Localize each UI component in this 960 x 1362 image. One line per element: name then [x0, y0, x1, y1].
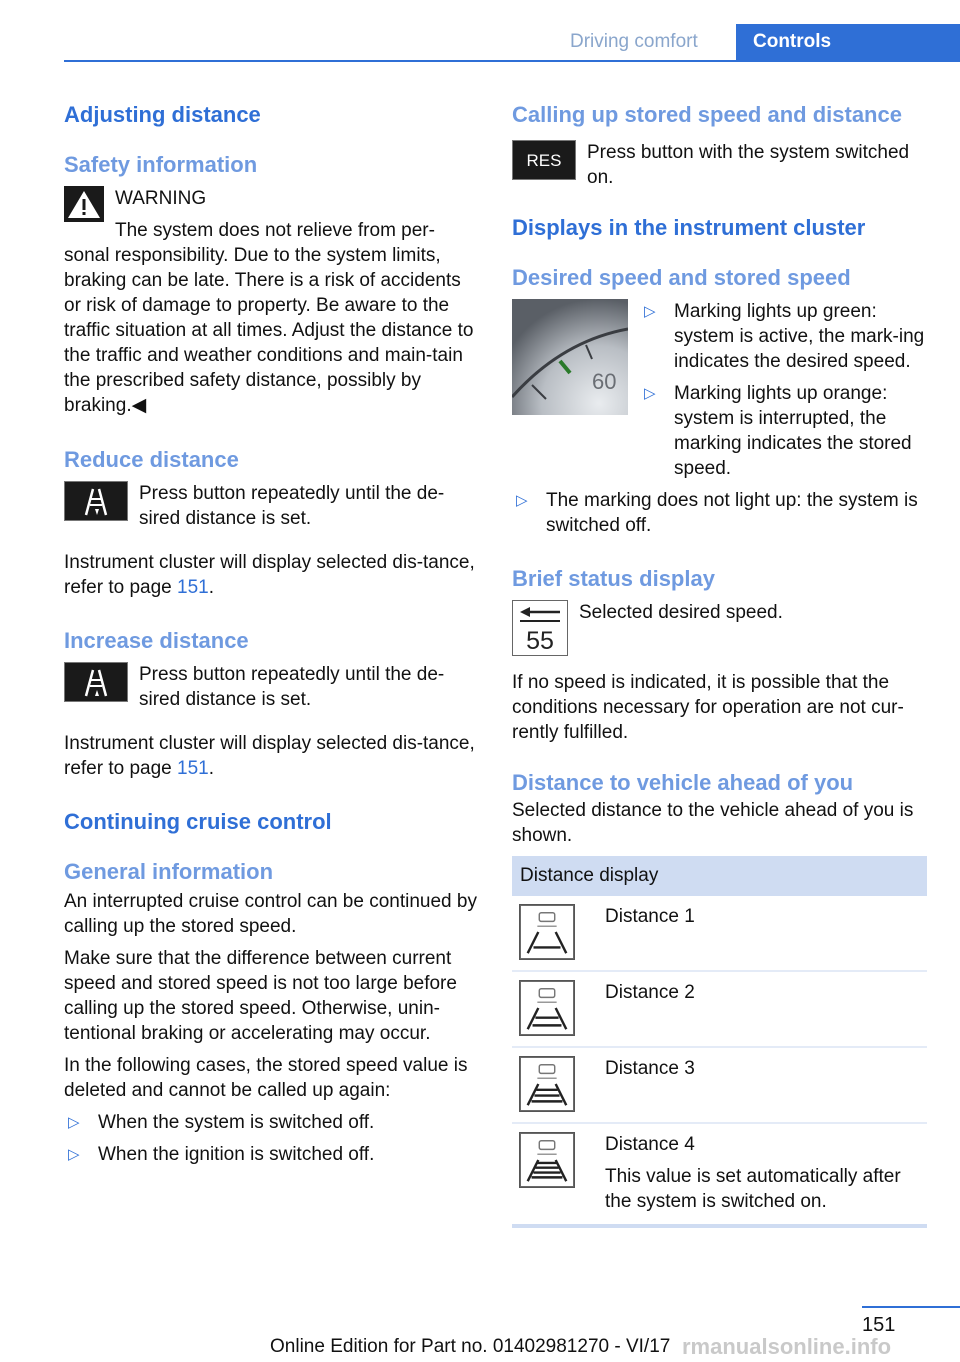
brief-status-note: If no speed is indicated, it is possible that the conditions necessary for operation are not cur-rently fulfilled.	[512, 672, 904, 743]
footer-rule	[862, 1306, 960, 1308]
table-cell-icon	[512, 971, 601, 1047]
heading-increase-distance: Increase distance	[64, 628, 249, 653]
res-label: RES	[526, 151, 562, 170]
increase-note-end: .	[208, 758, 215, 779]
increase-distance-note	[64, 731, 479, 781]
table-cell-text	[601, 896, 927, 971]
distance-reduce-button-icon	[64, 481, 128, 521]
table-cell-icon	[512, 1123, 601, 1226]
increase-note-text: Instrument cluster will display selected dis-tance, refer to page	[64, 733, 475, 779]
list-item-text: When the ignition is switched off.	[98, 1144, 375, 1165]
deletion-cases-list	[64, 1110, 479, 1167]
page-header	[0, 0, 960, 62]
list-item-text: When the system is switched off.	[98, 1112, 375, 1133]
table-row	[512, 971, 927, 1047]
heading-adjusting-distance: Adjusting distance	[64, 102, 261, 127]
table-row	[512, 896, 927, 971]
list-item-text: The marking does not light up: the system is switched off.	[546, 490, 918, 536]
heading-distance-to-vehicle: Distance to vehicle ahead of you	[512, 770, 854, 795]
res-button-text: Press button with the system switched on.	[587, 142, 910, 188]
res-button-row	[512, 140, 928, 190]
distance-note: This value is set automatically after the system is switched on.	[605, 1166, 901, 1212]
triangle-bullet-icon: ▷	[68, 1114, 80, 1131]
table-header-row	[512, 856, 927, 896]
warning-title: WARNING	[115, 188, 207, 209]
distance-label: Distance 1	[605, 906, 695, 927]
heading-continuing-cruise-control: Continuing cruise control	[64, 809, 332, 834]
distance-display-table	[512, 856, 927, 1228]
heading-brief-status-display: Brief status display	[512, 566, 715, 591]
page-link-151[interactable]: 151	[177, 758, 209, 779]
page-link-151[interactable]: 151	[177, 577, 209, 598]
watermark-text: rmanualsonline.info	[682, 1334, 892, 1359]
distance-label: Distance 2	[605, 982, 695, 1003]
triangle-bullet-icon: ▷	[644, 385, 656, 402]
speedometer-row	[512, 299, 928, 481]
speedometer-image-icon	[512, 299, 628, 415]
triangle-bullet-icon: ▷	[68, 1146, 80, 1163]
distance-label: Distance 4	[605, 1134, 695, 1155]
reduce-note-text: Instrument cluster will display selected dis-tance, refer to page	[64, 552, 475, 598]
triangle-bullet-icon: ▷	[516, 492, 528, 509]
header-chapter-controls[interactable]: Controls	[736, 24, 960, 60]
gauge-number: 60	[592, 369, 617, 394]
increase-distance-row	[64, 662, 479, 712]
cruise-speed-55-icon	[512, 600, 568, 656]
page-number: 151	[862, 1314, 896, 1336]
right-column	[512, 100, 928, 1228]
heading-displays-instrument-cluster: Displays in the instrument cluster	[512, 215, 866, 240]
list-item	[64, 1142, 479, 1167]
warning-text-first: The system does not relieve from per-	[115, 220, 435, 241]
distance-4-icon	[519, 1132, 575, 1188]
table-header-cell: Distance display	[512, 856, 927, 896]
marking-off-list	[512, 488, 928, 538]
header-rule	[64, 60, 960, 62]
res-button-icon	[512, 140, 576, 180]
heading-calling-up-stored-speed: Calling up stored speed and distance	[512, 102, 902, 127]
brief-status-row	[512, 600, 928, 656]
left-column	[64, 100, 479, 1167]
table-cell-text	[601, 1047, 927, 1123]
heading-general-information: General information	[64, 859, 274, 884]
page-footer	[0, 1300, 960, 1362]
distance-intro: Selected distance to the vehicle ahead of you is shown.	[512, 800, 914, 846]
list-item	[512, 488, 928, 538]
increase-distance-text: Press button repeatedly until the de-sired distance is set.	[139, 664, 445, 710]
distance-3-icon	[519, 1056, 575, 1112]
reduce-note-end: .	[208, 577, 215, 598]
table-row	[512, 1123, 927, 1226]
distance-2-icon	[519, 980, 575, 1036]
distance-1-icon	[519, 904, 575, 960]
distance-label: Distance 3	[605, 1058, 695, 1079]
brief-speed-number: 55	[526, 627, 554, 655]
table-row	[512, 1047, 927, 1123]
table-cell-icon	[512, 896, 601, 971]
table-cell-text	[601, 971, 927, 1047]
triangle-bullet-icon: ▷	[644, 303, 656, 320]
table-cell-text	[601, 1123, 927, 1226]
online-edition-text: Online Edition for Part no. 01402981270 - VI/17	[270, 1336, 671, 1357]
reduce-distance-row	[64, 481, 479, 531]
warning-triangle-icon	[64, 186, 104, 222]
list-item	[640, 299, 928, 374]
general-paragraph-3: In the following cases, the stored speed value is deleted and cannot be called up again:	[64, 1055, 468, 1101]
distance-increase-button-icon	[64, 662, 128, 702]
header-section-driving-comfort[interactable]: Driving comfort	[570, 31, 698, 52]
list-item	[640, 381, 928, 481]
warning-block	[64, 186, 479, 418]
heading-safety-information: Safety information	[64, 152, 258, 177]
heading-reduce-distance: Reduce distance	[64, 447, 239, 472]
warning-text: sonal responsibility. Due to the system limits, braking can be late. There is a risk of accidents or risk of damage to property. Be aware to the traffic situation at all times. Adjust the distance to the traffic and weather conditions and main-tain the prescribed safety distance, possibly by braking.◀	[64, 245, 474, 416]
heading-desired-and-stored-speed: Desired speed and stored speed	[512, 265, 851, 290]
general-paragraph-2: Make sure that the difference between current speed and stored speed is not too large before calling up the stored speed. Otherwise, unin-tentional braking or accelerating may occur.	[64, 948, 457, 1044]
list-item	[64, 1110, 479, 1135]
brief-status-text: Selected desired speed.	[579, 602, 783, 623]
reduce-distance-text: Press button repeatedly until the de-sired distance is set.	[139, 483, 445, 529]
table-cell-icon	[512, 1047, 601, 1123]
list-item-text: Marking lights up green: system is active, the mark-ing indicates the desired speed.	[674, 301, 925, 372]
list-item-text: Marking lights up orange: system is interrupted, the marking indicates the stored speed.	[674, 383, 912, 479]
general-paragraph-1: An interrupted cruise control can be continued by calling up the stored speed.	[64, 891, 477, 937]
reduce-distance-note	[64, 550, 479, 600]
